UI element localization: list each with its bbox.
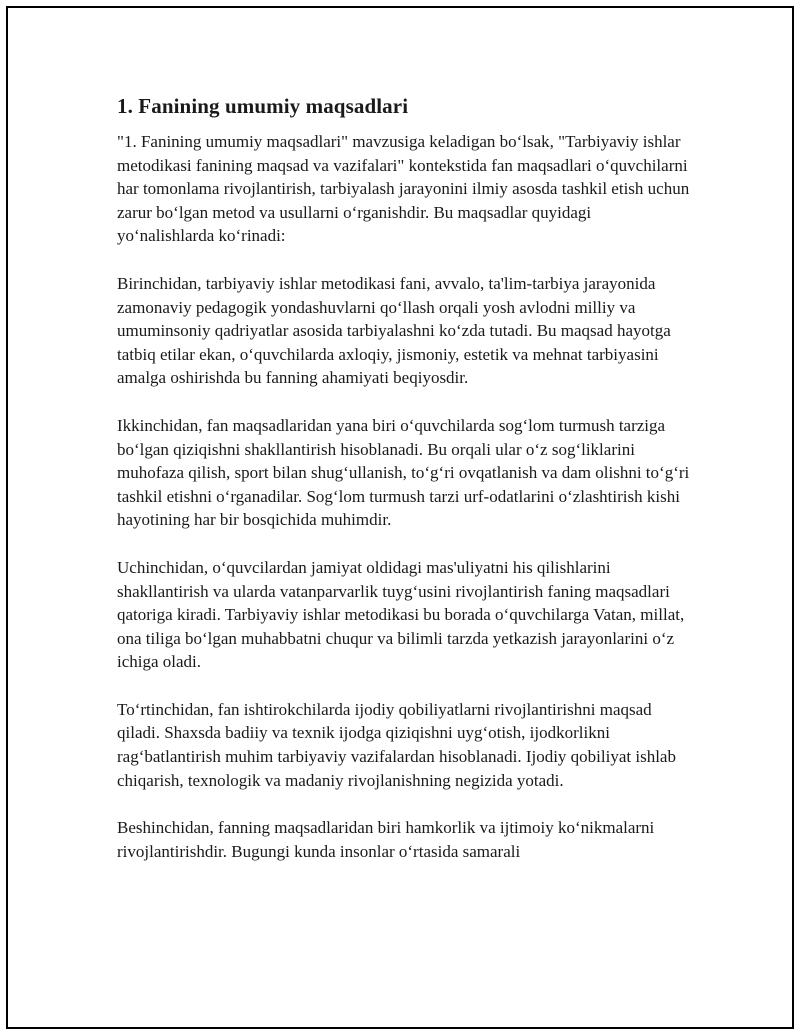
paragraph-third: Uchinchidan, o‘quvcilardan jamiyat oldidagi mas'uliyatni his qilishlarini shakllantirish va ularda vatanparvarlik tuyg‘usini rivojlantirish faning maqsadlari qatoriga kiradi. Tarbiyaviy ishlar metodikasi bu borada o‘quvchilarga Vatan, millat, ona tiliga bo‘lgan muhabbatni chuqur va bilimli tarzda yetkazish jarayonlarini o‘z ichiga oladi. bbox=[117, 557, 685, 672]
document-body bbox=[117, 92, 692, 887]
paragraph-first: Birinchidan, tarbiyaviy ishlar metodikasi fani, avvalo, ta'lim-tarbiya jarayonida zamonaviy pedagogik yondashuvlarni qo‘llash orqali yosh avlodni milliy va umuminsoniy qadriyatlar asosida tarbiyalashni ko‘zda tutadi. Bu maqsad hayotga tatbiq etilar ekan, o‘quvchilarda axloqiy, jismoniy, estetik va mehnat tarbiyasini amalga oshirishda bu fanning ahamiyati beqiyosdir. bbox=[117, 273, 671, 388]
paragraph-intro: "1. Fanining umumiy maqsadlari" mavzusiga keladigan bo‘lsak, "Tarbiyaviy ishlar metodikasi fanining maqsad va vazifalari" kontekstida fan maqsadlari o‘quvchilarni har tomonlama rivojlantirish, tarbiyalash jarayonini ilmiy asosda tashkil etish uchun zarur bo‘lgan metod va usullarni o‘rganishdir. Bu maqsadlar quyidagi yo‘nalishlarda ko‘rinadi: bbox=[117, 132, 690, 246]
section-heading: 1. Fanining umumiy maqsadlari bbox=[117, 94, 409, 118]
paragraph-fifth: Beshinchidan, fanning maqsadlaridan biri hamkorlik va ijtimoiy ko‘nikmalarni rivojlantirishdir. Bugungi kunda insonlar o‘rtasida samarali bbox=[117, 818, 655, 861]
paragraph-second: Ikkinchidan, fan maqsadlaridan yana biri o‘quvchilarda sog‘lom turmush tarziga bo‘lgan qiziqishni shakllantirish hisoblanadi. Bu orqali ular o‘z sog‘liklarini muhofaza qilish, sport bilan shug‘ullanish, to‘g‘ri ovqatlanish va dam olishni to‘g‘ri tashkil etishni o‘rganadilar. Sog‘lom turmush tarzi urf-odatlarini o‘zlashtirish kishi hayotining har bir bosqichida muhimdir. bbox=[117, 415, 690, 530]
paragraph-fourth: To‘rtinchidan, fan ishtirokchilarda ijodiy qobiliyatlarni rivojlantirishni maqsad qiladi. Shaxsda badiiy va texnik ijodga qiziqishni uyg‘otish, ijodkorlikni rag‘batlantirish muhim tarbiyaviy vazifalardan hisoblanadi. Ijodiy qobiliyat ishlab chiqarish, texnologik va madaniy rivojlanishning negizida yotadi. bbox=[117, 699, 676, 790]
